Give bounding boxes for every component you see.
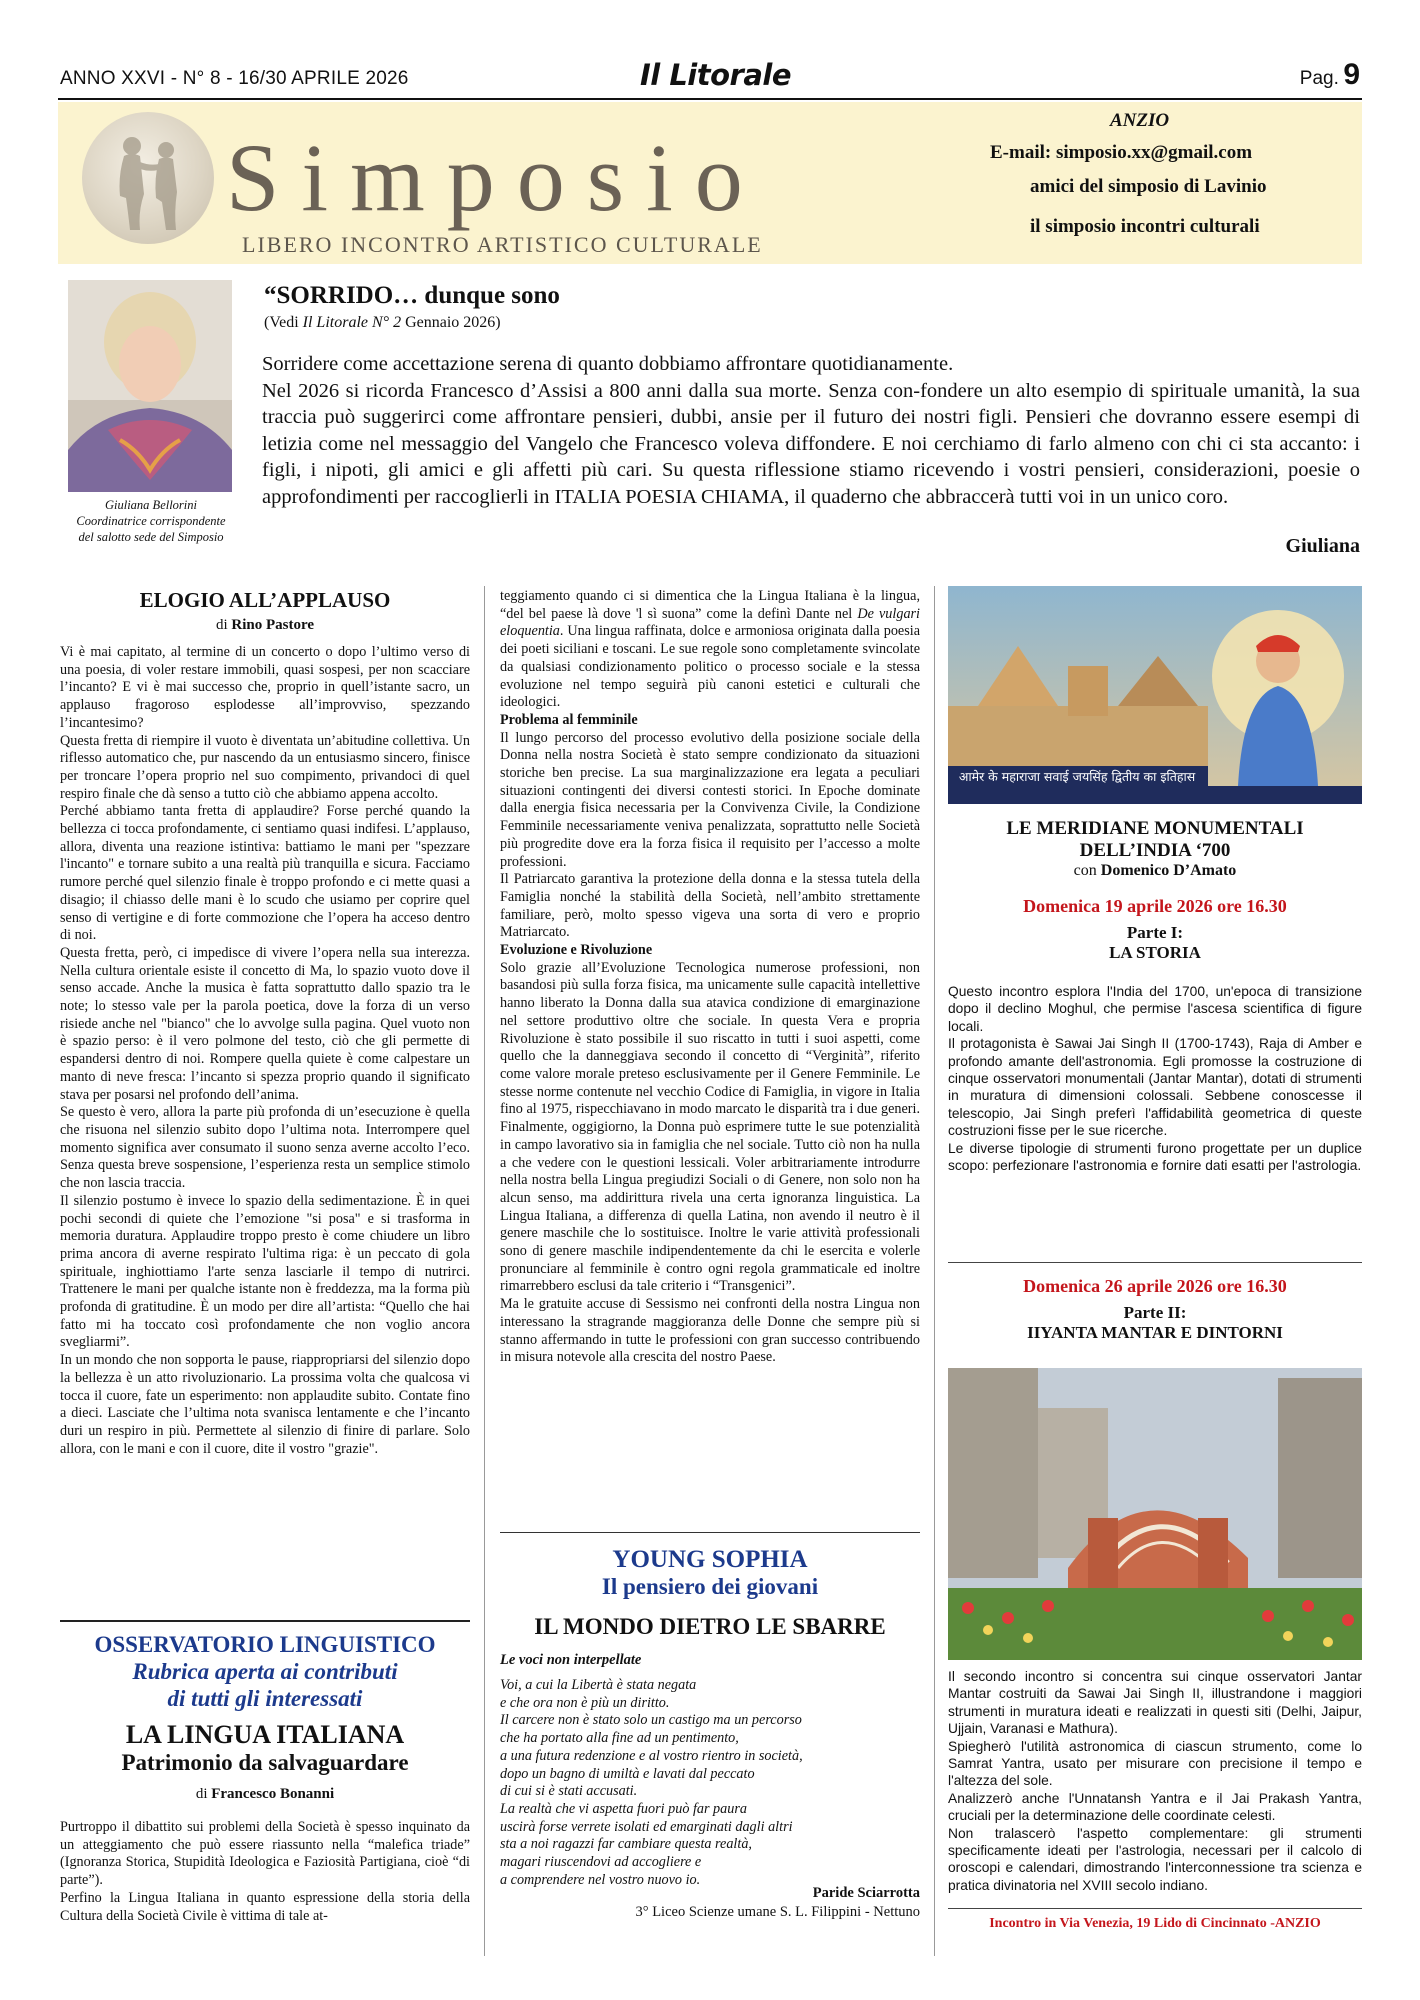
newspaper-name: Il Litorale — [640, 58, 792, 92]
meridiane-title: LE MERIDIANE MONUMENTALI — [1006, 818, 1304, 839]
caption-place: del salotto sede del Simposio — [78, 530, 224, 544]
part-2-label: Parte II: — [1123, 1303, 1187, 1322]
part-2-title: IIYANTA MANTAR E DINTORNI — [1027, 1323, 1283, 1342]
portrait-photo — [68, 280, 232, 492]
lingua-paragraph: Solo grazie all’Evoluzione Tecnologica numerose professioni, non basandosi più sulla forza fisica, ma unicamente sulle capacità intellettive hanno liberato la Donna dalla sua atavica condizione di emarginazione nel settore produttivo oltre che sociale. In questa Vera e propria Rivoluzione è stato possibile il suo riscatto in tutti i suoi aspetti, come quello che la danneggiava secondo il concetto di “Verginità”, riferito come valore morale preteso esclusivamente per il Genere Femminile. Le stesse norme contenute nel vecchio Codice di Famiglia, in vigore in Italia fino al 1975, rispecchiavano in modo marcato le disparità tra i due generi. Finalmente, oggigiorno, la Donna può esprimere tutte le sue potenzialità in campo lavorativo sia in famiglia che nel sociale. Tutto ciò non ha nulla a che vedere con le questioni lessicali. Voler arbitrariamente introdurre nella nostra bella Lingua pregiudizi Sociali o di Genere, non solo non ha alcun senso, ma addirittura rivela una certa ignoranza linguistica. La Lingua Italiana, a differenza di quella Latina, non avendo il neutro è il genere maschile che lo sostituisce. Inoltre le varie attività professionali sono di genere maschile indipendentemente da chi le esercita e volerle pronunciare al femminile è contro ogni regola grammaticale ed inoltre rimarrebbero esclusi da tale criterio i “Transgenici”. — [500, 959, 920, 1295]
lingua-subheading: Problema al femminile — [500, 711, 638, 728]
osservatorio-subtitle: Rubrica aperta ai contributi — [132, 1659, 398, 1684]
poem-line: Voi, a cui la Libertà è stata negata — [500, 1677, 697, 1693]
meridiane-paragraph: Questo incontro esplora l'India del 1700, un'epoca di transizione dopo il declino Moghul, che permise l'ascesa scientifica di figure locali. — [948, 984, 1362, 1034]
issue-info: ANNO XXVI - N° 8 - 16/30 APRILE 2026 — [60, 68, 409, 89]
lingua-subtitle: Patrimonio da salvaguardare — [121, 1750, 409, 1775]
photo-caption — [56, 497, 246, 545]
lingua-paragraph: Il Patriarcato garantiva la protezione della donna e la stessa tutela della Famiglia nonché la stabilità della Società, nell’ambito strettamente familiare, però, molto spesso vigeva una sorta di vero e proprio Matriarcato. — [500, 871, 920, 941]
young-sophia-section — [500, 1546, 920, 1921]
simposio-title: Simposio — [226, 124, 765, 231]
banner-email[interactable]: E-mail: simposio.xx@gmail.com — [990, 142, 1253, 163]
poem-line: di cui si è stati accusati. — [500, 1783, 638, 1800]
part-2-body — [948, 1668, 1362, 1894]
statue-logo-icon — [82, 112, 214, 244]
poem-line: Il carcere non è stato solo un castigo ma un percorso — [500, 1712, 802, 1729]
intro-paragraph: Sorridere come accettazione serena di quanto dobbiamo affrontare quotidianamente. — [262, 353, 954, 375]
poem-line: che ha portato alla fine ad un pentimento, — [500, 1730, 739, 1747]
poster-caption: आमेर के महाराजा सवाई जयसिंह द्वितीय का इतिहास — [958, 769, 1196, 784]
part-1-body — [948, 983, 1362, 1174]
sbarre-title: IL MONDO DIETRO LE SBARRE — [534, 1614, 886, 1639]
section-rule — [500, 1532, 920, 1533]
page-label: Pag. — [1299, 68, 1339, 89]
banner-line-lavinio: amici del simposio di Lavinio — [1030, 176, 1267, 197]
page-number-block — [1300, 58, 1360, 92]
lingua-paragraph: Il lungo percorso del processo evolutivo della posizione sociale della Donna nella nostra Società è stato sempre condizionato da situazioni storiche ben precise. La sua marginalizzazione era legata a peculiari situazioni contingenti dei diversi contesti storici. In Epoche dominate dalla energia fisica necessaria per la Convivenza Civile, la Condizione Femminile necessariamente veniva penalizzata, soprattutto nelle Società più progredite dove era la forza fisica il requisito per l’accesso a molte professioni. — [500, 729, 920, 870]
lingua-byline: di Francesco Bonanni — [195, 1786, 335, 1802]
young-sophia-title: YOUNG SOPHIA — [612, 1546, 808, 1573]
intro-body — [262, 351, 1360, 510]
lingua-body-continued — [500, 588, 920, 1367]
intro-reference: (Vedi Il Litorale N° 2 Gennaio 2026) — [264, 314, 501, 331]
meridiane-section — [948, 818, 1362, 1174]
event-date-1: Domenica 19 aprile 2026 ore 16.30 — [1023, 896, 1287, 916]
intro-paragraph: Nel 2026 si ricorda Francesco d’Assisi a 800 anni dalla sua morte. Senza con-fondere un alto esempio di spirituale umanità, la sua traccia può suggerirci come affrontare pensieri, dubbi, ansie per il futuro dei nostri figli. Pensieri che dovranno essere esempi di letizia come nel messaggio del Vangelo che Francesco voleva diffondere. E noi cerchiamo di farlo almeno con chi ci sta accanto: i figli, i nipoti, gli amici e gli affetti più cari. Su questa riflessione stiamo ricevendo i vostri pensieri, considerazioni, poesie o approfondimenti per raccoglierli in ITALIA POESIA CHIAMA, il quaderno che abbraccerà tutti voi in un unico coro. — [262, 379, 1360, 508]
osservatorio-section — [60, 1632, 470, 1925]
applauso-paragraph: Il silenzio postumo è invece lo spazio della sedimentazione. È in quei pochi secondi di quiete che l’emozione "si posa" e si trasforma in memoria duratura. Applaudire troppo presto è come chiudere un libro prima ancora di averne respirato l'ultima riga: è un peccato di gola spirituale, inghiottiamo l'arte senza lasciarle il tempo di nutrirci. Trattenere le mani per qualche istante non è freddezza, ma la forma più profonda di gratitudine. È un modo per dire all’artista: “Quello che hai fatto mi ha toccato così profondamente che non voglio ancora svegliarmi”. — [60, 1192, 470, 1351]
meridiane-title: DELL’INDIA ‘700 — [1079, 840, 1231, 861]
event-location: Incontro in Via Venezia, 19 Lido di Cincinnato -ANZIO — [989, 1916, 1321, 1931]
meridiane-paragraph: Non tralascerò l'aspetto complementare: gli strumenti specificamente ideati per l'astrologia, necessari per il calcolo di oroscopi e calendari, dimostrando l'interconnessione tra scienza e pratica divinatoria nel XVIII secolo indiano. — [948, 1825, 1362, 1893]
lingua-body-start — [60, 1819, 470, 1925]
lingua-paragraph: Ma le gratuite accuse di Sessismo nei confronti della nostra Lingua non interessano la stragrande maggioranza delle Donne che sempre più si stanno affermando in tutte le professioni con gran successo contribuendo in misura notevole alla crescita del nostro Paese. — [500, 1296, 920, 1366]
meridiane-paragraph: Analizzerò anche l'Unnatansh Yantra e il Jai Prakash Yantra, cruciali per la determinazione delle coordinate celesti. — [948, 1790, 1362, 1824]
banner-line-incontri: il simposio incontri culturali — [1030, 216, 1260, 237]
meridiane-image-2 — [948, 1368, 1362, 1660]
simposio-subtitle: LIBERO INCONTRO ARTISTICO CULTURALE — [242, 232, 763, 257]
applauso-paragraph: Questa fretta, però, ci impedisce di vivere l’opera nella sua interezza. Nella cultura orientale esiste il concetto di Ma, lo spazio vuoto dove il senso accade. Anche la musica è fatta soprattutto dallo spazio tra le note; lo stesso vale per la parola poetica, dove la forza di un verso risiede anche nel "bianco" che lo avvolge sulla pagina. Quel vuoto non è spazio perso: è il vero polmone del testo, ciò che gli permette di espandersi dentro di noi. Rompere quella quiete è come calpestare un manto di neve fresca: l’incanto si spezza proprio quando il significato stava per posarsi nel profondo dell’anima. — [60, 944, 470, 1103]
meridiane-paragraph: Le diverse tipologie di strumenti furono progettate per un duplice scopo: perfezionare l'astronomia e fornire dati esatti per l'astrologia. — [948, 1140, 1362, 1174]
poem-line: uscirà forse verrete isolati ed emarginati dagli altri — [500, 1818, 793, 1835]
banner-city: ANZIO — [1110, 110, 1170, 131]
jantar-mantar-photo — [948, 1368, 1362, 1660]
column-divider — [934, 586, 935, 1956]
applauso-paragraph: Perché abbiamo tanta fretta di applaudire? Forse perché quando la bellezza ci tocca profondamente, ci sentiamo quasi indifesi. L’applauso, allora, diventa una reazione istintiva: battiamo le mani per "spezzare l'incanto" e tornare subito a una realtà più tranquilla e sicura. Facciamo rumore perché quel silenzio finale è troppo profondo e ci mette quasi a disagio; il chiasso delle mani è lo scudo che usiamo per coprire quel senso di vertigine e di forte commozione che l’opera ha acceso dentro di noi. — [60, 803, 470, 944]
meridiane-part-2 — [948, 1276, 1362, 1343]
event-date-2: Domenica 26 aprile 2026 ore 16.30 — [1023, 1276, 1287, 1296]
caption-role: Coordinatrice corrispondente — [76, 514, 226, 528]
lingua-paragraph: Perfino la Lingua Italiana in quanto espressione della storia della Cultura della Società Civile è vittima di tale at- — [60, 1889, 470, 1924]
section-rule — [948, 1262, 1362, 1263]
intro-title: “SORRIDO… dunque sono — [264, 282, 560, 309]
meridiane-paragraph: Il secondo incontro si concentra sui cinque osservatori Jantar Mantar costruiti da Sawai Jai Singh II, illustrandone i maggiori strumenti in muratura ideati e realizzati in questi siti (Delhi, Jaipur, Ujjain, Varanasi e Mathura). — [948, 1669, 1362, 1737]
section-rule — [948, 1908, 1362, 1909]
intro-signature: Giuliana — [1285, 535, 1360, 557]
simposio-logo — [82, 112, 214, 244]
applauso-title: ELOGIO ALL’APPLAUSO — [139, 588, 391, 612]
lingua-title: LA LINGUA ITALIANA — [125, 1720, 405, 1749]
lingua-paragraph: teggiamento quando ci si dimentica che la Lingua Italiana è la lingua, “del bel paese là dove 'l sì suona” come la definì Dante nel De vulgari eloquentia. Una lingua raffinata, dolce e armoniosa originata dalla poesia dei poeti siciliani e toscani. Le sue regole sono completamente svincolate da qualsiasi condizionamento politico o processo sociale e la stessa evoluzione nel tempo seguirà più canoni estetici e culturali che ideologici. — [500, 588, 920, 711]
applauso-article — [60, 588, 470, 1458]
poem-line: magari riuscendovi ad accogliere e — [500, 1854, 702, 1871]
meridiane-byline: con Domenico D’Amato — [1073, 862, 1237, 879]
poem-body — [500, 1677, 920, 1889]
poem-line: dopo un bagno di umiltà e lavati dal peccato — [500, 1765, 755, 1782]
caption-name: Giuliana Bellorini — [104, 498, 197, 512]
applauso-paragraph: Se questo è vero, allora la parte più profonda di un’esecuzione è quella che risuona nel silenzio subito dopo l’ultima nota. Interrompere quel momento significa aver consumato il suono senza averne accolto l’eco. Senza questa breve sospensione, l’esperienza resta un semplice stimolo che non lascia traccia. — [60, 1104, 470, 1192]
applauso-paragraph: Questa fretta di riempire il vuoto è diventata un’abitudine collettiva. Un riflesso automatico che, pur nascendo da un entusiasmo sincero, finisce per troncare l’opera proprio nel suo compimento, privandoci di quel respiro finale che dà senso a tutto ciò che abbiamo appena accolto. — [60, 732, 470, 802]
young-sophia-subtitle: Il pensiero dei giovani — [601, 1574, 819, 1599]
poem-line: La realtà che vi aspetta fuori può far paura — [500, 1800, 747, 1817]
meridiane-paragraph: Spiegherò l'utilità astronomica di ciascun strumento, come lo Samrat Yantra, usato per misurare con precisione il tempo e l'altezza del sole. — [948, 1738, 1362, 1789]
column-divider — [484, 586, 485, 1956]
poem-line: e che ora non è più un diritto. — [500, 1694, 670, 1711]
part-1-label: Parte I: — [1126, 923, 1184, 942]
poem-school: 3° Liceo Scienze umane S. L. Filippini - Nettuno — [635, 1904, 920, 1921]
lingua-subheading: Evoluzione e Rivoluzione — [500, 942, 653, 959]
applauso-body — [60, 644, 470, 1458]
osservatorio-title: OSSERVATORIO LINGUISTICO — [94, 1632, 436, 1657]
lingua-paragraph: Purtroppo il dibattito sui problemi della Società è spesso inquinato da un atteggiamento che può essere riassunto nella “malefica triade” (Ignoranza Storica, Stupidità Ideologica e Faziosità Partigiana, cioè “di parte”). — [60, 1819, 470, 1889]
section-rule — [60, 1620, 470, 1622]
osservatorio-subtitle: di tutti gli interessati — [167, 1686, 363, 1711]
poem-author: Paride Sciarrotta — [812, 1885, 920, 1902]
page-number: 9 — [1343, 58, 1360, 91]
poem-line: a comprendere nel vostro nuovo io. — [500, 1871, 701, 1888]
poem-line: a una futura redenzione e al vostro rientro in società, — [500, 1747, 803, 1764]
author-photo — [68, 280, 232, 492]
applauso-paragraph: In un mondo che non sopporta le pause, riappropriarsi del silenzio dopo la bellezza è un atto rivoluzionario. La prossima volta che qualcosa vi tocca il cuore, fate un esperimento: non applaudite subito. Contate fino a dieci. Lasciate che l’ultima nota svanisca lentamente e che l’incanto duri un respiro in più. Permettete al silenzio di finire di parlare. Solo allora, con le mani e con il cuore, dite il vostro "grazie". — [60, 1352, 470, 1457]
applauso-paragraph: Vi è mai capitato, al termine di un concerto o dopo l’ultimo verso di una poesia, di voler restare immobili, quasi sospesi, per non scacciare l’incanto? E vi è mai successo che, proprio in quell’istante sacro, un applauso fragoroso esplodesse all’improvviso, spezzando l’incantesimo? — [60, 644, 470, 731]
poem-title: Le voci non interpellate — [500, 1652, 642, 1668]
part-1-title: LA STORIA — [1109, 943, 1201, 962]
meridiane-paragraph: Il protagonista è Sawai Jai Singh II (1700-1743), Raja di Amber e profondo amante dell'astronomia. Egli promosse la costruzione di cinque osservatori monumentali (Jantar Mantar), dotati di strumenti in muratura di dimensioni colossali. Sebbene conoscesse il telescopio, Jai Singh preferì l'affidabilità geometrica di queste costruzioni fisse per le sue ricerche. — [948, 1036, 1362, 1139]
poem-line: sta a noi ragazzi far cambiare questa realtà, — [500, 1836, 752, 1853]
header-rule — [58, 98, 1362, 100]
applauso-byline: di Rino Pastore — [215, 617, 315, 633]
